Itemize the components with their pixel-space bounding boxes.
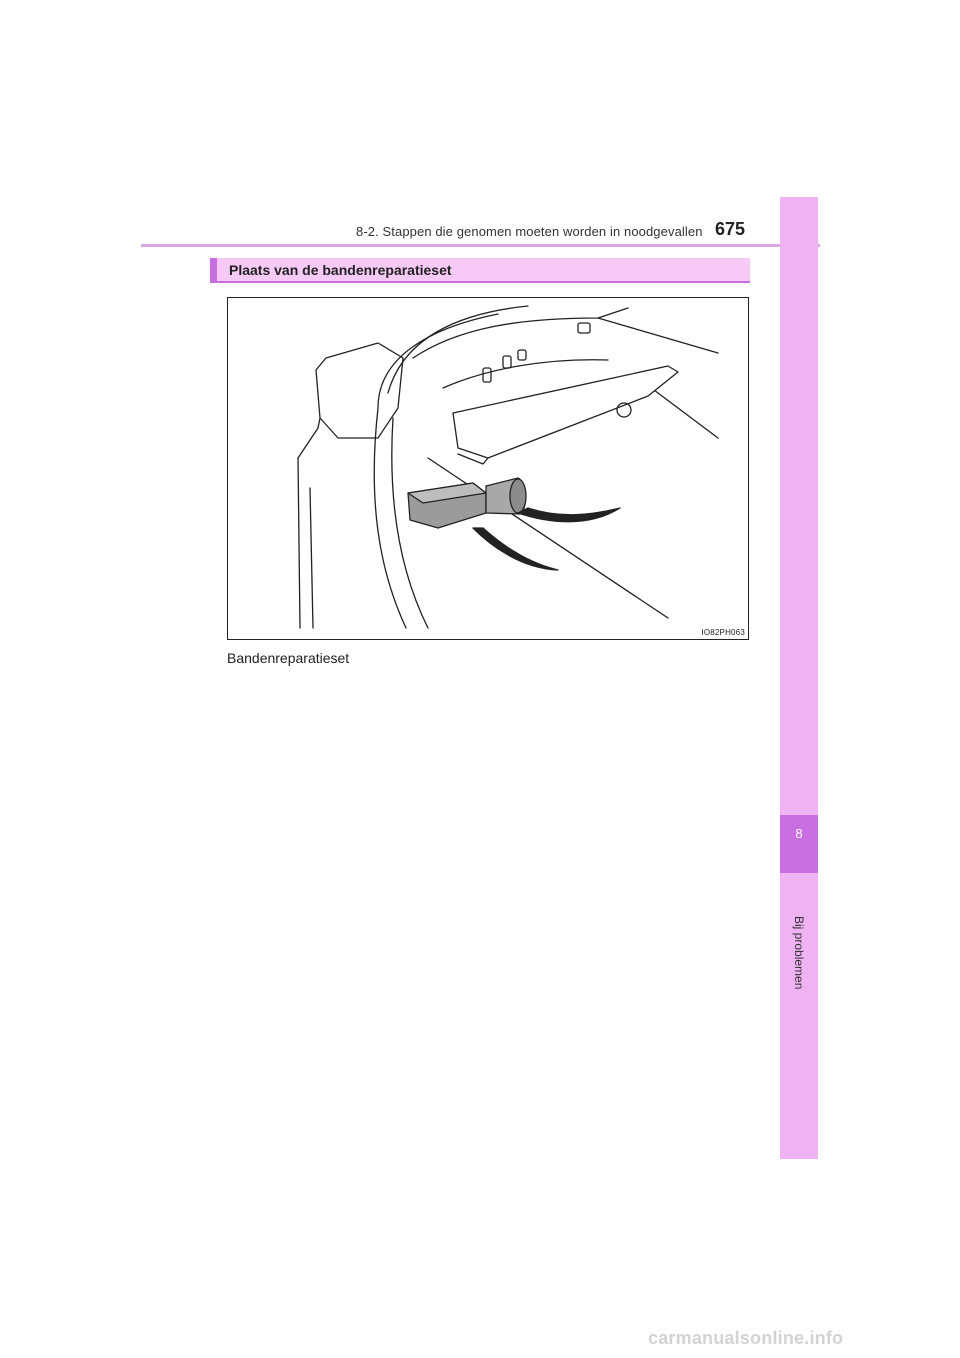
watermark: carmanualsonline.info xyxy=(648,1328,844,1348)
chapter-number: 8 xyxy=(795,826,803,841)
opening-lower-edge xyxy=(374,408,406,628)
chapter-title: Bij problemen xyxy=(792,916,806,990)
arrow-upper xyxy=(518,508,620,522)
corner-tab xyxy=(578,323,590,333)
page-number: 675 xyxy=(715,219,746,239)
figure-code: IO82PH063 xyxy=(701,628,745,637)
side-tab xyxy=(780,197,818,1159)
header-rule xyxy=(141,244,820,247)
trunk-inner-wall xyxy=(443,360,608,388)
latch-slot-1 xyxy=(483,368,491,382)
header-section-title: 8-2. Stappen die genomen moeten worden in noodgevallen xyxy=(356,224,703,239)
bumper-line xyxy=(310,488,313,628)
body-panel-line xyxy=(298,418,320,458)
repair-kit xyxy=(408,478,526,528)
repair-kit-cap xyxy=(510,479,526,513)
latch-slot-3 xyxy=(518,350,526,360)
body-side-line xyxy=(298,458,300,628)
side-tab-active-chapter xyxy=(780,815,818,873)
section-heading xyxy=(210,258,750,283)
figure-caption: Bandenreparatieset xyxy=(227,650,350,666)
trunk-floor-back xyxy=(598,318,718,353)
latch-slot-2 xyxy=(503,356,511,368)
trunk-floor-edge xyxy=(428,458,668,618)
arrow-lower xyxy=(473,528,558,570)
cover-board xyxy=(453,366,678,458)
section-heading-text: Plaats van de bandenreparatieset xyxy=(229,262,452,278)
trunk-illustration xyxy=(228,298,749,640)
tail-light-outline xyxy=(316,343,403,438)
figure-illustration xyxy=(227,297,749,640)
